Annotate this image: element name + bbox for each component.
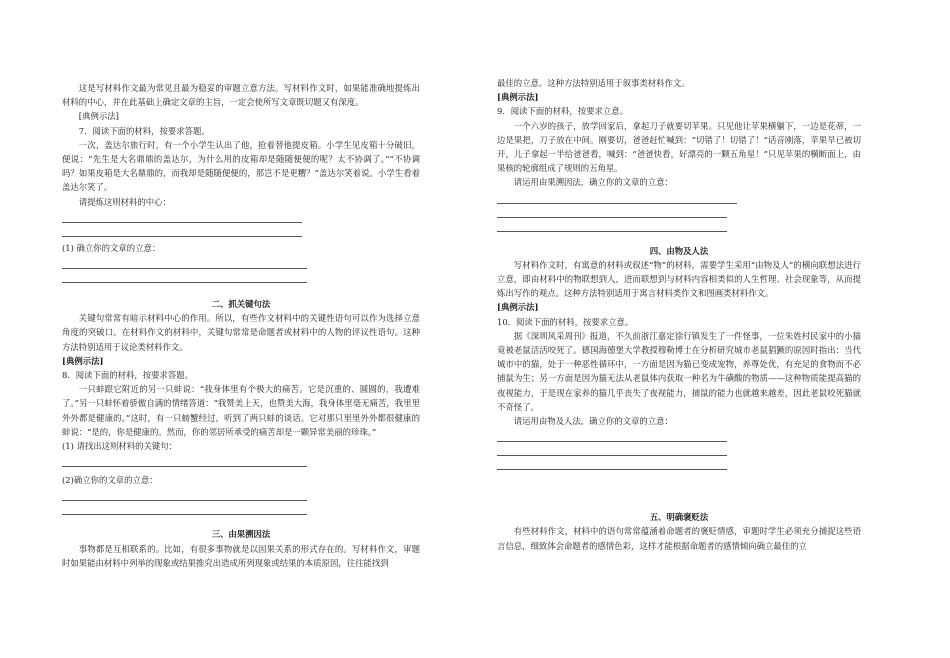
question-7-sub1: (1) 确立你的文章的立意： [62,242,161,253]
answer-line[interactable] [62,501,307,515]
example-label: [典例示法] [78,111,119,122]
answer-line[interactable] [62,453,307,467]
continued-paragraph: 最佳的立意。这种方法特别适用于叙事类材料作文。 [497,78,690,88]
section-heading-2: 二、抓关键句法 [211,299,271,310]
section-heading-5: 五、明确褒贬法 [649,512,709,523]
answer-line[interactable] [497,204,727,218]
question-8-material: 一只蚌跟它附近的另一只蚌说：“我身体里有个极大的痛苦。它是沉重的、圆圆的，我遭难了。”另一只蚌怀着骄傲自满的情绪答道：“我赞美上天，也赞美大海，我身体里毫无痛苦，我里里外外都是健康的。”这时，有一只螃蟹经过，听到了两只蚌的谈话。它对那只里里外外都很健康的蚌说：“是的，你是健康的。然而，你的邻居所承受的痛苦却是一颗异常美丽的珍珠。” [62,384,420,437]
method-2-paragraph: 关键句常常有暗示材料中心的作用。所以，有些作文材料中的关键性语句可以作为选择立意角度的突破口。在材料作文的材料中，关键句常常是命题者或材料中的人物的评议性语句。这种方法特别适用于议论类材料作文。 [62,313,420,352]
section-heading-4: 四、由物及人法 [649,245,709,256]
example-label: [典例示法] [497,302,539,313]
example-label: [典例示法] [497,92,539,103]
answer-line[interactable] [497,456,727,470]
question-9-title: 9．阅读下面的材料，按要求立意。 [497,106,628,117]
method-5-paragraph: 有些材料作文，材料中的语句常常蕴涵着命题者的褒贬情感，审题时学生必须充分捕捉这些语言信息，细致体会命题者的感情色彩，这样才能根据命题者的感情倾向确立最佳的立 [497,526,861,551]
intro-paragraph: 这是写材料作文最为常见且最为稳妥的审题立意方法。写材料作文时，如果能准确地提炼出材料的中心，并在此基础上确定文章的主旨，一定会使所写文章既切题又有深度。 [62,83,420,108]
left-column [62,76,420,570]
question-7-prompt: 请提炼这则材料的中心： [78,196,171,207]
answer-line[interactable] [62,269,307,283]
question-9-material: 一个六岁的孩子，放学回家后，拿起刀子就要切苹果。只见他让苹果横躺下，一边是花蒂，一边是果把，刀子放在中间。刚要切，爸爸赶忙喊到：“切错了！切错了！”话音刚落，苹果早已被切开，儿子拿起一半给爸爸看，喊到：“爸爸快看，好漂亮的一颗五角星！”只见苹果的横断面上，由果核的轮廓组成了规则的五角星。 [497,120,861,174]
answer-line[interactable] [497,218,727,232]
question-10-material: 据《深圳风采周刊》报道，不久前浙江嘉定徐行镇发生了一件怪事，一位朱姓村民家中的小猫竟被老鼠活活咬死了。德国海德堡大学教授穆勒博士在分析研究城市老鼠猖獗的原因时指出：当代城市中的猫，处于一种恶性循环中，一方面是因为猫已变成宠物，养尊处优，有充足的食物而不必捕鼠为生；另一方面是因为猫无法从老鼠体内获取一种名为牛磺酸的物质——这种物质能提高猫的夜视能力，于是现在家养的猫几乎丧失了夜视能力，捕鼠的能力也就越来越差，因此老鼠咬死猫就不奇怪了。 [497,330,861,412]
answer-line[interactable] [62,255,307,269]
question-8-sub1: (1) 请找出这则材料的关键句： [62,441,178,452]
question-8-title: 8．阅读下面的材料，按要求答题。 [62,370,193,381]
right-column [497,76,861,553]
answer-line[interactable] [62,487,307,501]
question-9-prompt: 请运用由果溯因法，确立你的文章的立意： [513,177,673,188]
section-heading-3: 三、由果溯因法 [211,529,271,540]
question-10-prompt: 请运用由物及人法，确立你的文章的立意： [513,416,673,427]
answer-line[interactable] [62,209,302,223]
answer-line[interactable] [497,190,737,204]
question-10-title: 10．阅读下面的材料，按要求立意。 [497,316,634,327]
answer-line[interactable] [497,428,727,442]
question-7-title: 7．阅读下面的材料，按要求答题。 [78,125,210,136]
answer-line[interactable] [62,223,302,237]
method-4-paragraph: 写材料作文时，有寓意的材料或叙述“物”的材料，需要学生采用“由物及人”的横向联想法进行立意，即由材料中的物联想到人，进而联想到与材料内容相类似的人生哲理、社会现象等，从而提炼出写作的观点。这种方法特别适用于寓言材料类作文和图画类材料作文。 [497,259,861,299]
question-8-sub2: (2)确立你的文章的立意： [62,475,158,486]
example-label: [典例示法] [62,355,104,366]
method-3-paragraph: 事物都是互相联系的。比如，有很多事物就是以因果关系的形式存在的。写材料作文，审题时如果能由材料中列举的现象或结果推究出造成所列现象或结果的本质原因，往往能找到 [62,543,420,568]
question-7-material: 一次，盖达尔旅行时，有一个小学生认出了他，抢着替他提皮箱。小学生见皮箱十分破旧，便说：“先生是大名鼎鼎的盖达尔，为什么用的皮箱却是随随便便的呢？太不协调了。”“不协调吗？如果皮箱是大名鼎鼎的，而我却是随随便便的，那岂不是更糟？”盖达尔笑着说。小学生看着盖达尔笑了。 [62,139,420,193]
answer-line[interactable] [497,442,727,456]
